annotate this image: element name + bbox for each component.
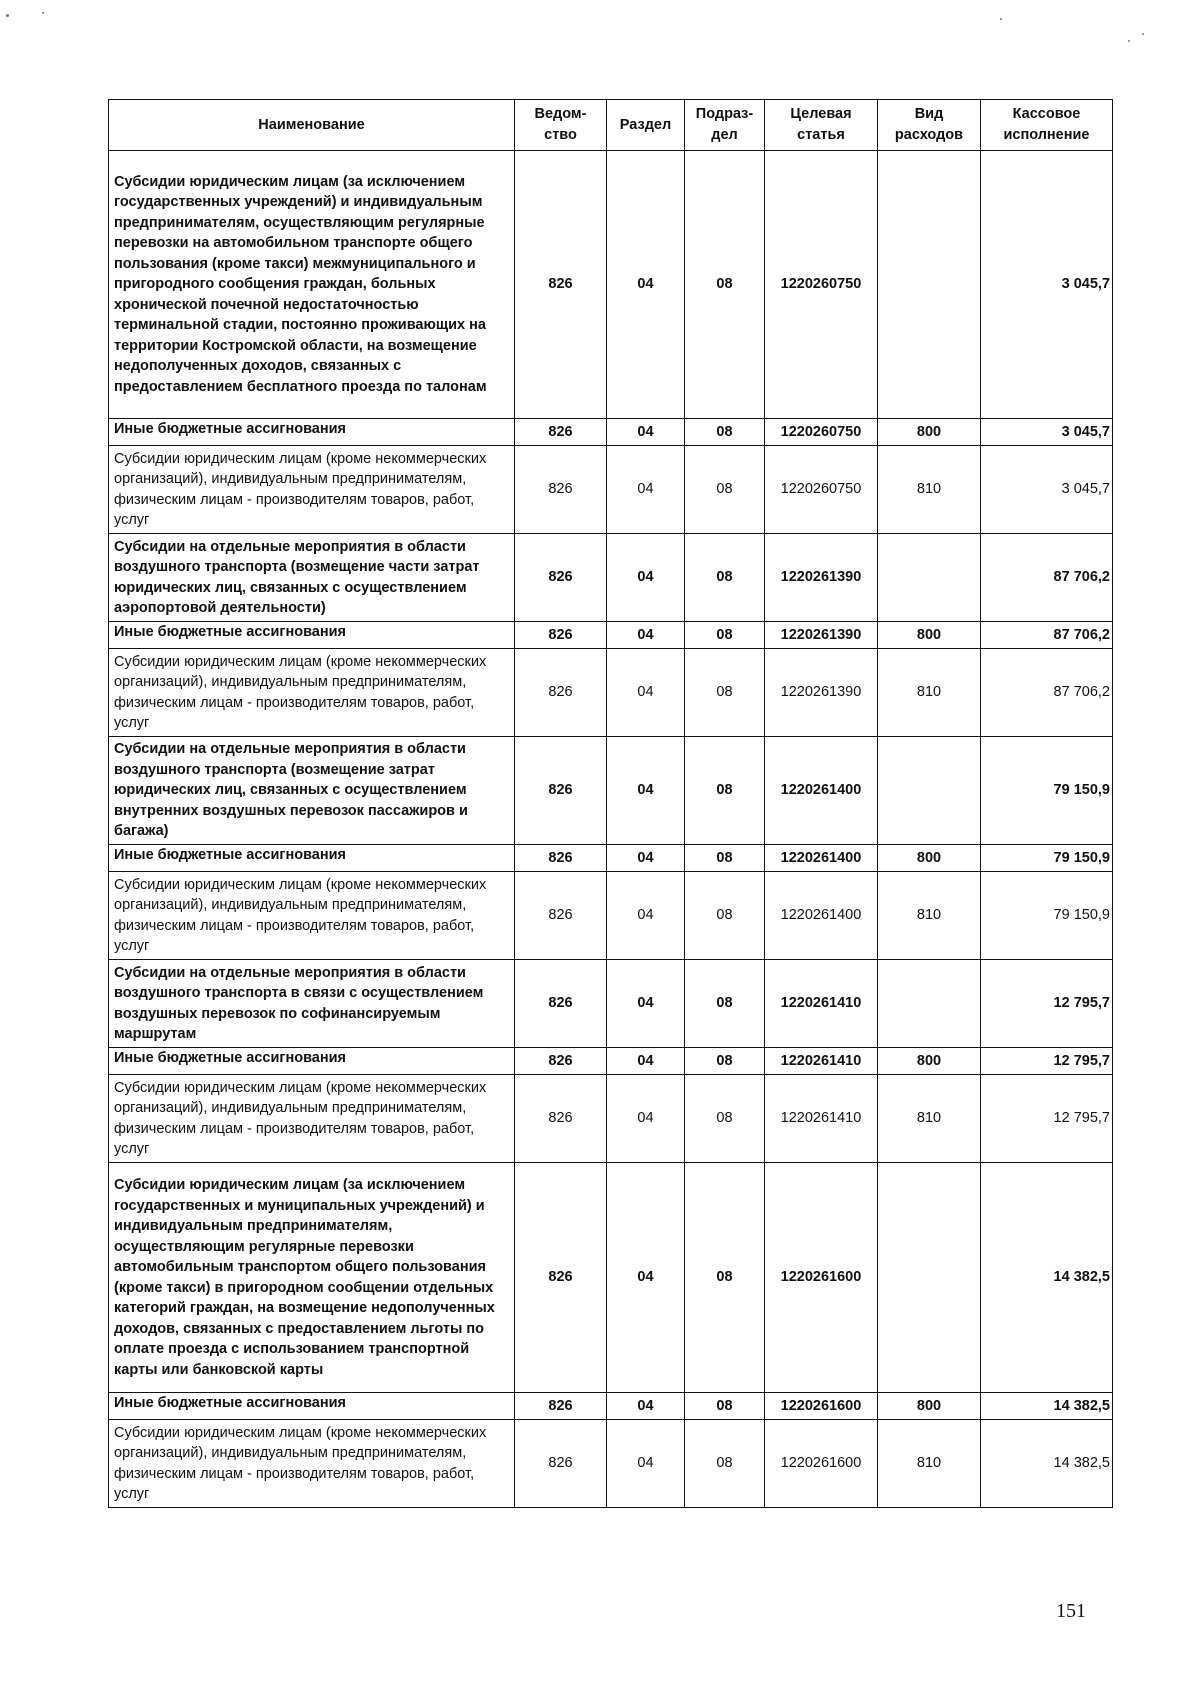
row-vedomstvo: 826 xyxy=(515,960,607,1048)
row-vedomstvo: 826 xyxy=(515,1163,607,1393)
row-celevaya-statya: 1220261390 xyxy=(765,534,878,622)
row-celevaya-statya: 1220261410 xyxy=(765,1048,878,1075)
col-header-podrazdel: Подраз- дел xyxy=(685,100,765,151)
row-vedomstvo: 826 xyxy=(515,446,607,534)
row-razdel: 04 xyxy=(607,151,685,419)
row-amount: 3 045,7 xyxy=(981,151,1113,419)
row-name: Субсидии на отдельные мероприятия в области воздушного транспорта (возмещение затрат юридических лиц, связанных с осуществлением внутренних воздушных перевозок пассажиров и багажа) xyxy=(109,737,515,845)
row-celevaya-statya: 1220261410 xyxy=(765,960,878,1048)
table-row xyxy=(109,622,1113,649)
row-podrazdel: 08 xyxy=(685,960,765,1048)
col-header-kassovoe-ispolnenie: Кассовое исполнение xyxy=(981,100,1113,151)
scan-speck xyxy=(1000,18,1002,20)
row-name: Субсидии юридическим лицам (кроме некоммерческих организаций), индивидуальным предпринимателям, физическим лицам - производителям товаров, работ, услуг xyxy=(109,446,515,534)
row-celevaya-statya: 1220261390 xyxy=(765,649,878,737)
table-row xyxy=(109,534,1113,622)
table-row xyxy=(109,1393,1113,1420)
table-row xyxy=(109,1048,1113,1075)
row-podrazdel: 08 xyxy=(685,419,765,446)
row-vedomstvo: 826 xyxy=(515,872,607,960)
row-razdel: 04 xyxy=(607,1075,685,1163)
row-vedomstvo: 826 xyxy=(515,151,607,419)
table-row xyxy=(109,1163,1113,1393)
col-header-vid-raskhodov: Вид расходов xyxy=(878,100,981,151)
row-podrazdel: 08 xyxy=(685,151,765,419)
row-celevaya-statya: 1220260750 xyxy=(765,446,878,534)
row-vedomstvo: 826 xyxy=(515,1393,607,1420)
col-header-celevaya-statya: Целевая статья xyxy=(765,100,878,151)
row-podrazdel: 08 xyxy=(685,622,765,649)
row-vid-raskhodov xyxy=(878,534,981,622)
row-amount: 12 795,7 xyxy=(981,960,1113,1048)
row-amount: 87 706,2 xyxy=(981,649,1113,737)
row-vid-raskhodov: 810 xyxy=(878,1420,981,1508)
row-vid-raskhodov: 810 xyxy=(878,649,981,737)
row-vid-raskhodov: 800 xyxy=(878,1393,981,1420)
table-row xyxy=(109,419,1113,446)
table-row xyxy=(109,649,1113,737)
row-amount: 79 150,9 xyxy=(981,737,1113,845)
row-amount: 14 382,5 xyxy=(981,1163,1113,1393)
scan-speck xyxy=(42,12,44,14)
row-name: Иные бюджетные ассигнования xyxy=(109,622,515,649)
row-name: Иные бюджетные ассигнования xyxy=(109,845,515,872)
row-vid-raskhodov: 800 xyxy=(878,1048,981,1075)
table-row xyxy=(109,845,1113,872)
row-name: Субсидии на отдельные мероприятия в области воздушного транспорта в связи с осуществлением воздушных перевозок по софинансируемым маршрутам xyxy=(109,960,515,1048)
row-vid-raskhodov: 800 xyxy=(878,419,981,446)
row-amount: 3 045,7 xyxy=(981,446,1113,534)
row-vedomstvo: 826 xyxy=(515,845,607,872)
row-razdel: 04 xyxy=(607,872,685,960)
row-amount: 12 795,7 xyxy=(981,1048,1113,1075)
row-razdel: 04 xyxy=(607,1420,685,1508)
row-vid-raskhodov xyxy=(878,960,981,1048)
row-amount: 87 706,2 xyxy=(981,534,1113,622)
row-name: Иные бюджетные ассигнования xyxy=(109,1048,515,1075)
row-vedomstvo: 826 xyxy=(515,1420,607,1508)
row-podrazdel: 08 xyxy=(685,1393,765,1420)
col-header-name: Наименование xyxy=(109,100,515,151)
row-name: Субсидии юридическим лицам (за исключением государственных и муниципальных учреждений) и индивидуальным предпринимателям, осуществляющим регулярные перевозки автомобильным транспортом общего пользования (кроме такси) в пригородном сообщении отдельных категорий граждан, на возмещение недополученных доходов, связанных с предоставлением льготы по оплате проезда с использованием транспортной карты или банковской карты xyxy=(109,1163,515,1393)
row-name: Субсидии юридическим лицам (кроме некоммерческих организаций), индивидуальным предпринимателям, физическим лицам - производителям товаров, работ, услуг xyxy=(109,649,515,737)
row-razdel: 04 xyxy=(607,960,685,1048)
row-amount: 79 150,9 xyxy=(981,872,1113,960)
row-name: Субсидии юридическим лицам (за исключением государственных учреждений) и индивидуальным предпринимателям, осуществляющим регулярные перевозки на автомобильном транспорте общего пользования (кроме такси) межмуниципального и пригородного сообщения граждан, больных хронической почечной недостаточностью терминальной стадии, постоянно проживающих на территории Костромской области, на возмещение недополученных доходов, связанных с предоставлением бесплатного проезда по талонам xyxy=(109,151,515,419)
row-razdel: 04 xyxy=(607,1163,685,1393)
row-amount: 12 795,7 xyxy=(981,1075,1113,1163)
row-vedomstvo: 826 xyxy=(515,534,607,622)
row-vid-raskhodov xyxy=(878,737,981,845)
budget-execution-table xyxy=(108,99,1113,1508)
row-razdel: 04 xyxy=(607,649,685,737)
row-celevaya-statya: 1220261390 xyxy=(765,622,878,649)
row-podrazdel: 08 xyxy=(685,1163,765,1393)
table-row xyxy=(109,737,1113,845)
row-vedomstvo: 826 xyxy=(515,649,607,737)
row-podrazdel: 08 xyxy=(685,649,765,737)
table-row xyxy=(109,960,1113,1048)
scan-speck xyxy=(1128,40,1130,42)
row-vid-raskhodov: 810 xyxy=(878,872,981,960)
row-vid-raskhodov: 810 xyxy=(878,446,981,534)
row-vid-raskhodov xyxy=(878,1163,981,1393)
row-celevaya-statya: 1220261600 xyxy=(765,1420,878,1508)
row-celevaya-statya: 1220260750 xyxy=(765,419,878,446)
table-row xyxy=(109,446,1113,534)
row-name: Субсидии юридическим лицам (кроме некоммерческих организаций), индивидуальным предпринимателям, физическим лицам - производителям товаров, работ, услуг xyxy=(109,1420,515,1508)
row-vedomstvo: 826 xyxy=(515,622,607,649)
row-razdel: 04 xyxy=(607,1048,685,1075)
row-vedomstvo: 826 xyxy=(515,737,607,845)
row-razdel: 04 xyxy=(607,419,685,446)
row-amount: 87 706,2 xyxy=(981,622,1113,649)
row-name: Субсидии юридическим лицам (кроме некоммерческих организаций), индивидуальным предпринимателям, физическим лицам - производителям товаров, работ, услуг xyxy=(109,1075,515,1163)
row-celevaya-statya: 1220261600 xyxy=(765,1393,878,1420)
row-amount: 79 150,9 xyxy=(981,845,1113,872)
row-name: Иные бюджетные ассигнования xyxy=(109,419,515,446)
row-celevaya-statya: 1220261600 xyxy=(765,1163,878,1393)
row-amount: 14 382,5 xyxy=(981,1420,1113,1508)
row-razdel: 04 xyxy=(607,534,685,622)
row-podrazdel: 08 xyxy=(685,446,765,534)
row-razdel: 04 xyxy=(607,622,685,649)
row-celevaya-statya: 1220261410 xyxy=(765,1075,878,1163)
row-podrazdel: 08 xyxy=(685,845,765,872)
scan-speck xyxy=(1142,33,1144,35)
table-row xyxy=(109,151,1113,419)
page-number: 151 xyxy=(1056,1600,1086,1622)
col-header-vedomstvo: Ведом- ство xyxy=(515,100,607,151)
col-header-razdel: Раздел xyxy=(607,100,685,151)
row-vid-raskhodov: 810 xyxy=(878,1075,981,1163)
table-row xyxy=(109,872,1113,960)
row-podrazdel: 08 xyxy=(685,737,765,845)
row-podrazdel: 08 xyxy=(685,1075,765,1163)
row-vid-raskhodov: 800 xyxy=(878,622,981,649)
table-row xyxy=(109,1075,1113,1163)
row-podrazdel: 08 xyxy=(685,872,765,960)
row-name: Субсидии на отдельные мероприятия в области воздушного транспорта (возмещение части затрат юридических лиц, связанных с осуществлением аэропортовой деятельности) xyxy=(109,534,515,622)
row-celevaya-statya: 1220261400 xyxy=(765,872,878,960)
row-vid-raskhodov xyxy=(878,151,981,419)
row-razdel: 04 xyxy=(607,1393,685,1420)
row-amount: 3 045,7 xyxy=(981,419,1113,446)
row-vedomstvo: 826 xyxy=(515,1075,607,1163)
row-podrazdel: 08 xyxy=(685,1420,765,1508)
row-name: Иные бюджетные ассигнования xyxy=(109,1393,515,1420)
row-podrazdel: 08 xyxy=(685,534,765,622)
row-razdel: 04 xyxy=(607,845,685,872)
row-name: Субсидии юридическим лицам (кроме некоммерческих организаций), индивидуальным предпринимателям, физическим лицам - производителям товаров, работ, услуг xyxy=(109,872,515,960)
row-celevaya-statya: 1220261400 xyxy=(765,737,878,845)
row-celevaya-statya: 1220261400 xyxy=(765,845,878,872)
table-row xyxy=(109,1420,1113,1508)
row-vedomstvo: 826 xyxy=(515,419,607,446)
row-amount: 14 382,5 xyxy=(981,1393,1113,1420)
row-razdel: 04 xyxy=(607,446,685,534)
row-podrazdel: 08 xyxy=(685,1048,765,1075)
row-celevaya-statya: 1220260750 xyxy=(765,151,878,419)
row-vedomstvo: 826 xyxy=(515,1048,607,1075)
row-vid-raskhodov: 800 xyxy=(878,845,981,872)
table-header-row xyxy=(109,100,1113,151)
scan-speck xyxy=(6,14,9,17)
row-razdel: 04 xyxy=(607,737,685,845)
